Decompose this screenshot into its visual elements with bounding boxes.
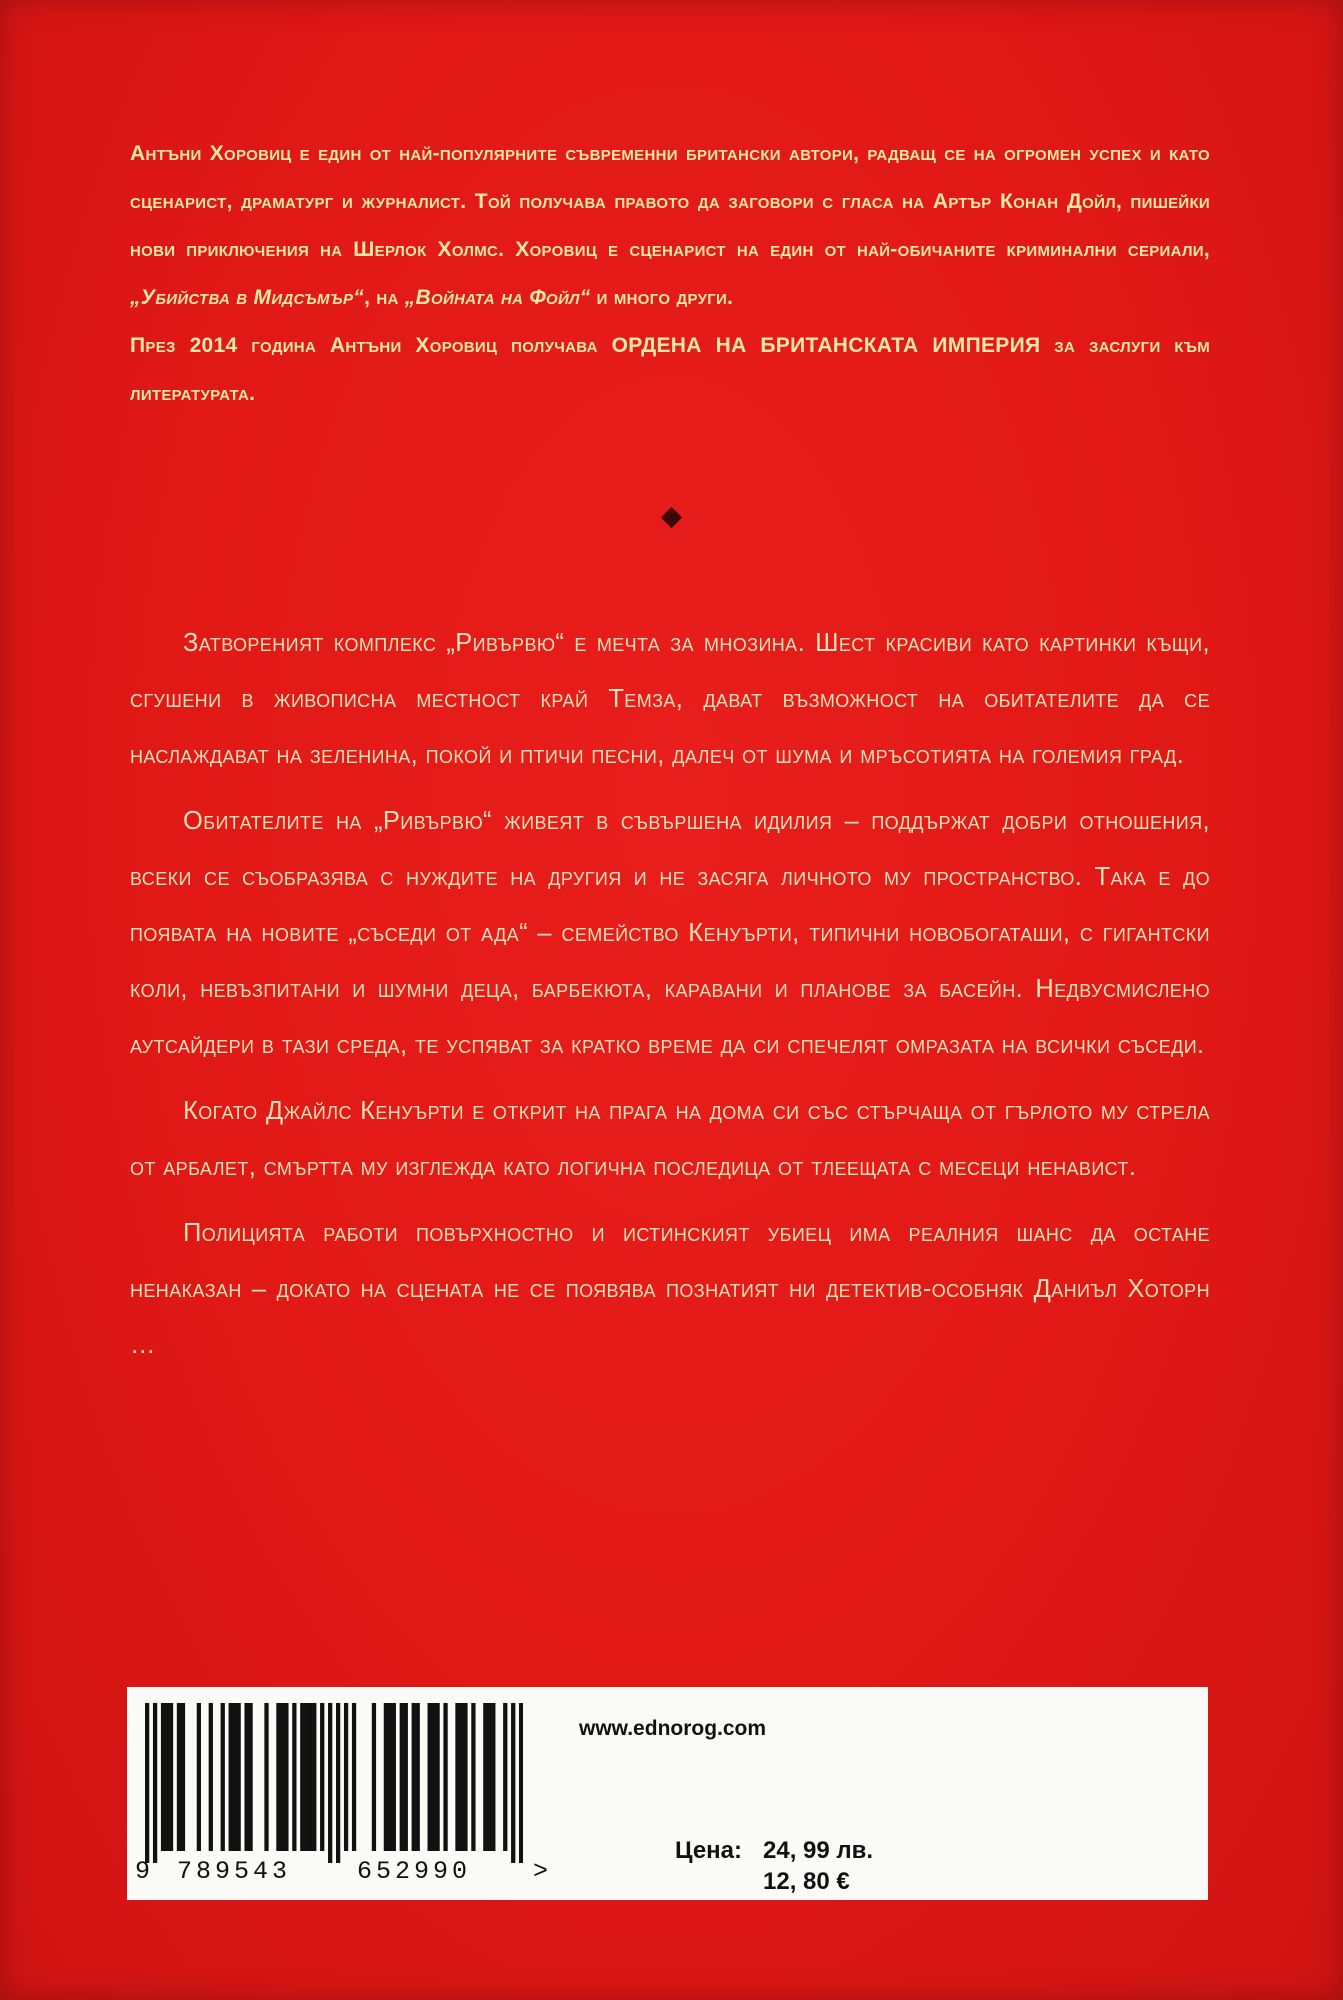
barcode-bar <box>264 1703 268 1851</box>
barcode-bar <box>404 1703 408 1851</box>
barcode-bar <box>392 1703 396 1851</box>
price-label: Цена: <box>675 1837 743 1864</box>
isbn-first-digit: 9 <box>135 1857 151 1886</box>
barcode-bar <box>145 1703 149 1863</box>
book-blurb <box>130 615 1210 1373</box>
barcode-bar <box>237 1703 241 1851</box>
barcode-bar <box>328 1703 332 1863</box>
blurb-paragraph-4: Полицията работи повърхностно и истинският убиец има реалния шанс да остане ненаказан – докато на сцената не се появява познатият ни детектив-особняк Даниъл Хоторн … <box>130 1219 1210 1359</box>
barcode-bar <box>153 1703 157 1863</box>
barcode-bar <box>320 1703 324 1851</box>
bio-text-end: и много други. <box>590 286 734 309</box>
barcode-bar <box>209 1703 213 1851</box>
barcode-bar <box>463 1703 467 1851</box>
barcode-bar <box>388 1703 392 1851</box>
barcode-bar <box>519 1703 523 1863</box>
barcode-bar <box>372 1703 376 1851</box>
blurb-paragraph-1: Затвореният комплекс „Ривървю“ е мечта за мнозина. Шест красиви като картинки къщи, сгушени в живописна местност край Темза, дават възможност на обитателите да се наслаждават на зеленина, покой и птичи песни, далеч от шума и мръсотията на големия град. <box>130 629 1210 769</box>
barcode-bar <box>400 1703 404 1851</box>
barcode-bar <box>280 1703 284 1851</box>
barcode-bar <box>384 1703 388 1851</box>
blurb-paragraph-2: Обитателите на „Ривървю“ живеят в съвършена идилия – поддържат добри отношения, всеки се съобразява с нуждите на другия и не засяга личното му пространство. Така е до появата на новите „съседи от ада“ – семейство Кенуърти, типични новобогаташи, с гигантски коли, невъзпитани и шумни деца, барбекюта, каравани и планове за басейн. Недвусмислено аутсайдери в тази среда, те успяват за кратко време да си спечелят омразата на всички съседи. <box>130 807 1210 1059</box>
barcode-bar <box>443 1703 447 1851</box>
bio-text: Антъни Хоровиц е един от най-популярните съвременни британски автори, радващ се на огромен успех и като сценарист, драматург и журналист. Той получава правото да заговори с гласа на Артър Конан Дойл, пишейки нови приключения на Шерлок Холмс. Хоровиц е сценарист на един от най-обичаните криминални сериали, <box>130 142 1210 261</box>
barcode-bar <box>471 1703 475 1851</box>
blurb-paragraph-3: Когато Джайлс Кенуърти е открит на прага на дома си със стърчаща от гърлото му стрела от арбалет, смъртта му изглежда като логична последица от тлеещата с месеци ненавист. <box>130 1097 1210 1181</box>
isbn-right-group: 652990 <box>357 1857 472 1886</box>
barcode-bar <box>455 1703 459 1851</box>
barcode-bar <box>244 1703 248 1851</box>
barcode-bar <box>229 1703 233 1851</box>
barcode-bar <box>336 1703 340 1863</box>
barcode-bar <box>428 1703 432 1851</box>
barcode-bar <box>181 1703 185 1851</box>
award-name: ОРДЕНА НА БРИТАНСКАТА ИМПЕРИЯ <box>611 334 1041 357</box>
barcode-bar <box>292 1703 296 1851</box>
barcode-bar <box>197 1703 201 1851</box>
barcode-bar <box>284 1703 288 1851</box>
barcode-bar <box>276 1703 280 1851</box>
barcode-bar <box>344 1703 348 1851</box>
barcode-bar <box>487 1703 491 1851</box>
price-eur: 12, 80 € <box>763 1868 850 1895</box>
barcode-bar <box>248 1703 252 1851</box>
barcode-bar <box>304 1703 308 1851</box>
barcode-icon <box>145 1703 523 1863</box>
isbn-number <box>135 1857 555 1887</box>
barcode-bar <box>312 1703 316 1851</box>
bio-text-mid: , на <box>364 286 405 309</box>
isbn-left-group: 789543 <box>177 1857 292 1886</box>
barcode-bar <box>177 1703 181 1851</box>
isbn-quiet-zone-marker: > <box>533 1857 549 1886</box>
bio-award-paragraph <box>130 322 1210 418</box>
author-bio <box>130 130 1210 418</box>
award-text: През 2014 година Антъни Хоровиц получава <box>130 334 612 357</box>
barcode-bar <box>308 1703 312 1851</box>
barcode-bar <box>169 1703 173 1851</box>
barcode-bar <box>511 1703 515 1863</box>
price-bgn: 24, 99 лв. <box>763 1837 874 1864</box>
barcode-bar <box>412 1703 416 1851</box>
barcode-bar <box>352 1703 356 1851</box>
barcode-bar <box>435 1703 439 1851</box>
barcode-bar <box>416 1703 420 1851</box>
barcode-bar <box>503 1703 507 1851</box>
publisher-website: www.ednorog.com <box>579 1717 767 1740</box>
barcode-bar <box>459 1703 463 1851</box>
diamond-ornament-icon <box>661 507 682 528</box>
award-text-end: за заслуги към литературата. <box>130 334 1210 405</box>
bio-paragraph <box>130 130 1210 322</box>
isbn-barcode <box>127 1687 547 1900</box>
barcode-bar <box>233 1703 237 1851</box>
price-block <box>675 1835 965 1897</box>
barcode-bar <box>300 1703 304 1851</box>
series-title-midsomer: „Убийства в Мидсъмър“ <box>130 286 365 309</box>
barcode-bar <box>161 1703 165 1851</box>
barcode-bar <box>483 1703 487 1851</box>
barcode-bar <box>431 1703 435 1851</box>
series-title-foyle: „Войната на Фойл“ <box>404 286 591 309</box>
price-barcode-label <box>127 1687 1208 1900</box>
barcode-bar <box>165 1703 169 1851</box>
barcode-bar <box>221 1703 225 1851</box>
barcode-bar <box>491 1703 495 1851</box>
